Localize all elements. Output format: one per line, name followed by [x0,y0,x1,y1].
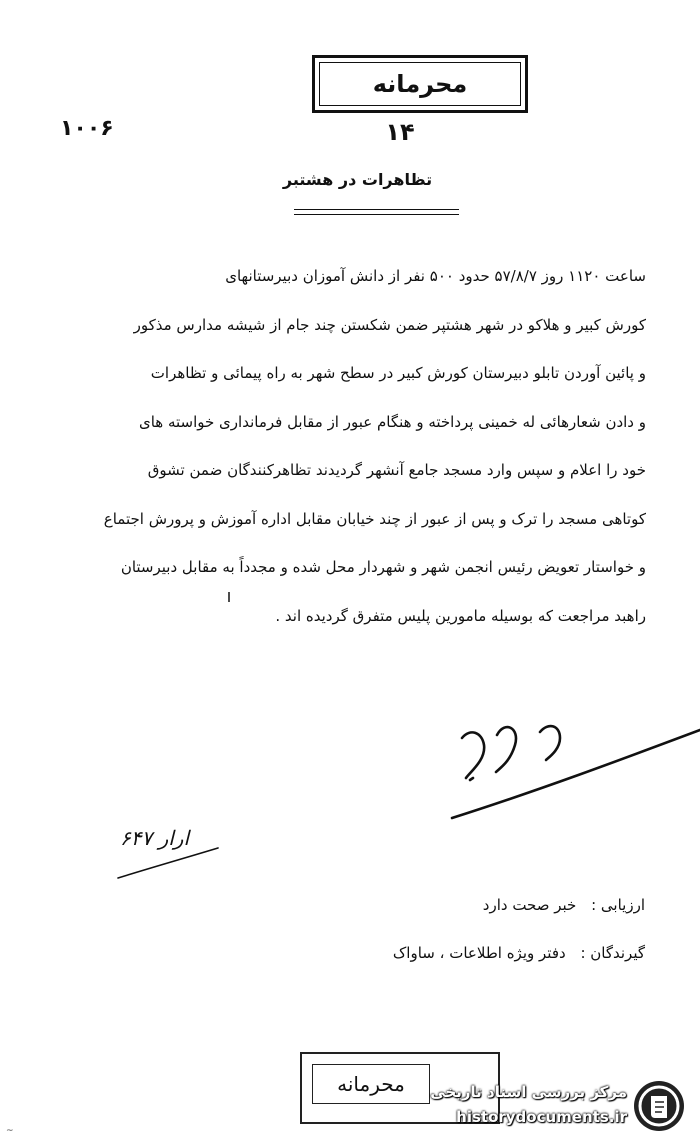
document-number: ۱۴ [385,118,415,146]
archive-ref-underline [118,848,218,878]
recipients-value: دفتر ویژه اطلاعات ، ساواک [392,944,566,962]
reference-number: ۱۰۰۶ [60,116,114,141]
recipients-label: گیرندگان : [580,944,645,962]
body-line: کوتاهی مسجد را ترک و پس از عبور از چند خیابان مقابل اداره آموزش و پرورش اجتماع [103,509,646,528]
body-line: و دادن شعارهائی له خمینی پرداخته و هنگام عبور از مقابل فرمانداری خواسته های [138,412,646,431]
body-line: و پائین آوردن تابلو دبیرستان کورش کبیر در سطح شهر به راه پیمائی و تظاهرات [150,364,646,382]
signature-number-drawing [452,726,700,818]
evaluation-label: ارزیابی : [591,896,645,914]
classification-box [312,55,528,113]
body-line: ساعت ۱۱۲۰ روز ۵۷/۸/۷ حدود ۵۰۰ نفر از دانش آموزان دبیرستانهای [225,267,646,285]
recipients-row [393,944,645,962]
stamp-label: محرمانه [312,1064,430,1104]
body-line: راهبد مراجعت که بوسیله مامورین پلیس متفرق گردیده اند . [275,606,646,625]
body-line: و خواستار تعویض رئیس انجمن شهر و شهردار محل شده و مجدداً به مقابل دبیرستان [120,558,646,576]
report-body [60,252,646,640]
title-underline [294,209,459,215]
evaluation-value: خبر صحت دارد [482,896,577,914]
watermark-url: historydocuments.ir [456,1108,627,1126]
body-line: خود را اعلام و سپس وارد مسجد جامع آنشهر گردیدند تظاهرکنندگان ضمن تشوق [147,461,646,479]
corner-mark: ~ [6,1126,14,1136]
watermark-org-name: مرکز بررسی اسناد تاریخی [430,1083,627,1101]
archive-reference: ارار ۶۴۷ [120,826,190,850]
document-title: تظاهرات در هشتبر [282,170,433,189]
body-line: کورش کبیر و هلاکو در شهر هشتپر ضمن شکستن چند جام از شیشه مدارس مذکور [133,315,646,334]
classification-label: محرمانه [372,70,468,98]
evaluation-row [483,896,645,914]
archive-logo-icon [631,1078,687,1134]
